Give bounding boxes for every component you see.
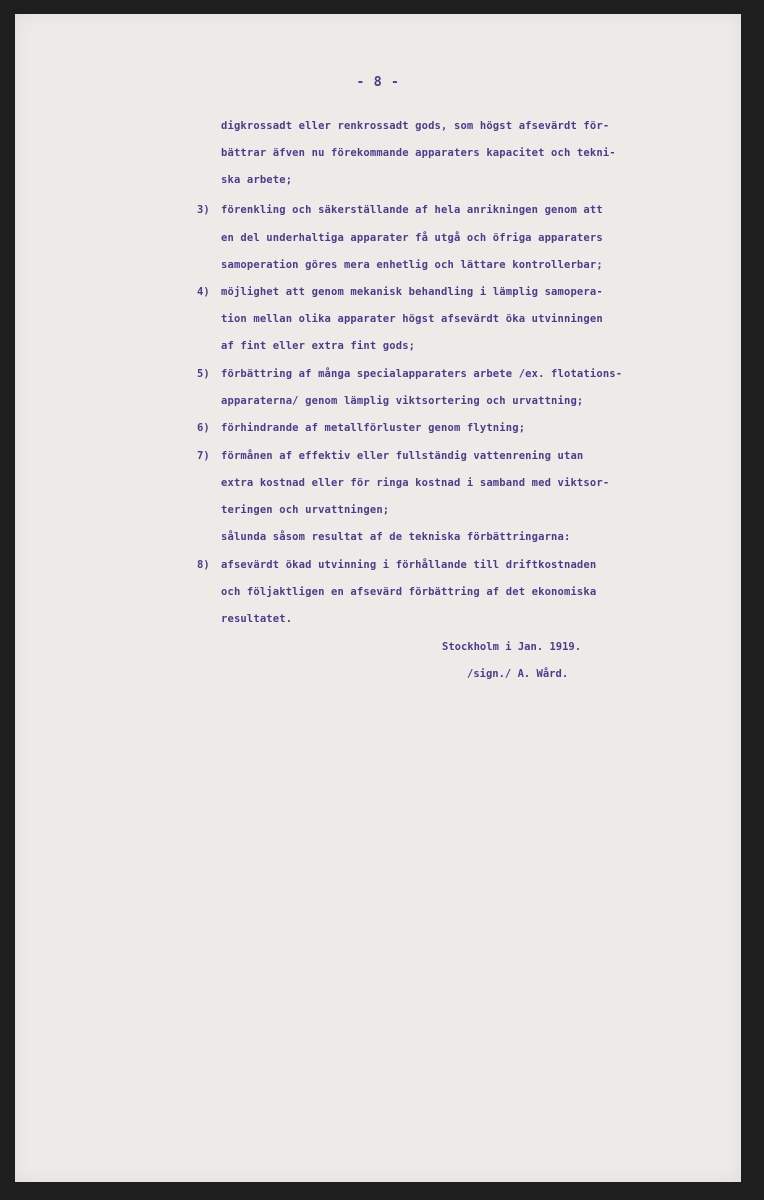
text-line: resultatet. <box>221 613 293 625</box>
text-line: och följaktligen en afsevärd förbättring af det ekonomiska <box>221 586 597 598</box>
text-line: förmånen af effektiv eller fullständig vattenrening utan <box>221 450 584 462</box>
list-marker: 8) <box>197 559 210 571</box>
text-line: extra kostnad eller för ringa kostnad i samband med viktsor- <box>221 477 610 489</box>
text-line: apparaterna/ genom lämplig viktsortering och urvattning; <box>221 395 584 407</box>
text-line: tion mellan olika apparater högst afsevärdt öka utvinningen <box>221 313 603 325</box>
document-page <box>15 14 741 1182</box>
list-marker: 5) <box>197 368 210 380</box>
text-line: förenkling och säkerställande af hela anrikningen genom att <box>221 204 603 216</box>
text-line: förbättring af många specialapparaters arbete /ex. flotations- <box>221 368 623 380</box>
list-marker: 4) <box>197 286 210 298</box>
text-line: afsevärdt ökad utvinning i förhållande till driftkostnaden <box>221 559 597 571</box>
text-line: en del underhaltiga apparater få utgå och öfriga apparaters <box>221 232 603 244</box>
text-line: ska arbete; <box>221 174 293 186</box>
signature-line: /sign./ A. Wård. <box>467 668 569 680</box>
list-marker: 7) <box>197 450 210 462</box>
text-line: bättrar äfven nu förekommande apparaters kapacitet och tekni- <box>221 147 616 159</box>
text-line: samoperation göres mera enhetlig och lättare kontrollerbar; <box>221 259 603 271</box>
text-line: af fint eller extra fint gods; <box>221 340 416 352</box>
text-line: möjlighet att genom mekanisk behandling i lämplig samopera- <box>221 286 603 298</box>
text-line: teringen och urvattningen; <box>221 504 390 516</box>
list-marker: 3) <box>197 204 210 216</box>
list-marker: 6) <box>197 422 210 434</box>
text-line: förhindrande af metallförluster genom flytning; <box>221 422 526 434</box>
place-date: Stockholm i Jan. 1919. <box>442 641 582 653</box>
text-line: sålunda såsom resultat af de tekniska förbättringarna: <box>221 531 571 543</box>
text-line: digkrossadt eller renkrossadt gods, som högst afsevärdt för- <box>221 120 610 132</box>
page-number: - 8 - <box>356 74 400 90</box>
